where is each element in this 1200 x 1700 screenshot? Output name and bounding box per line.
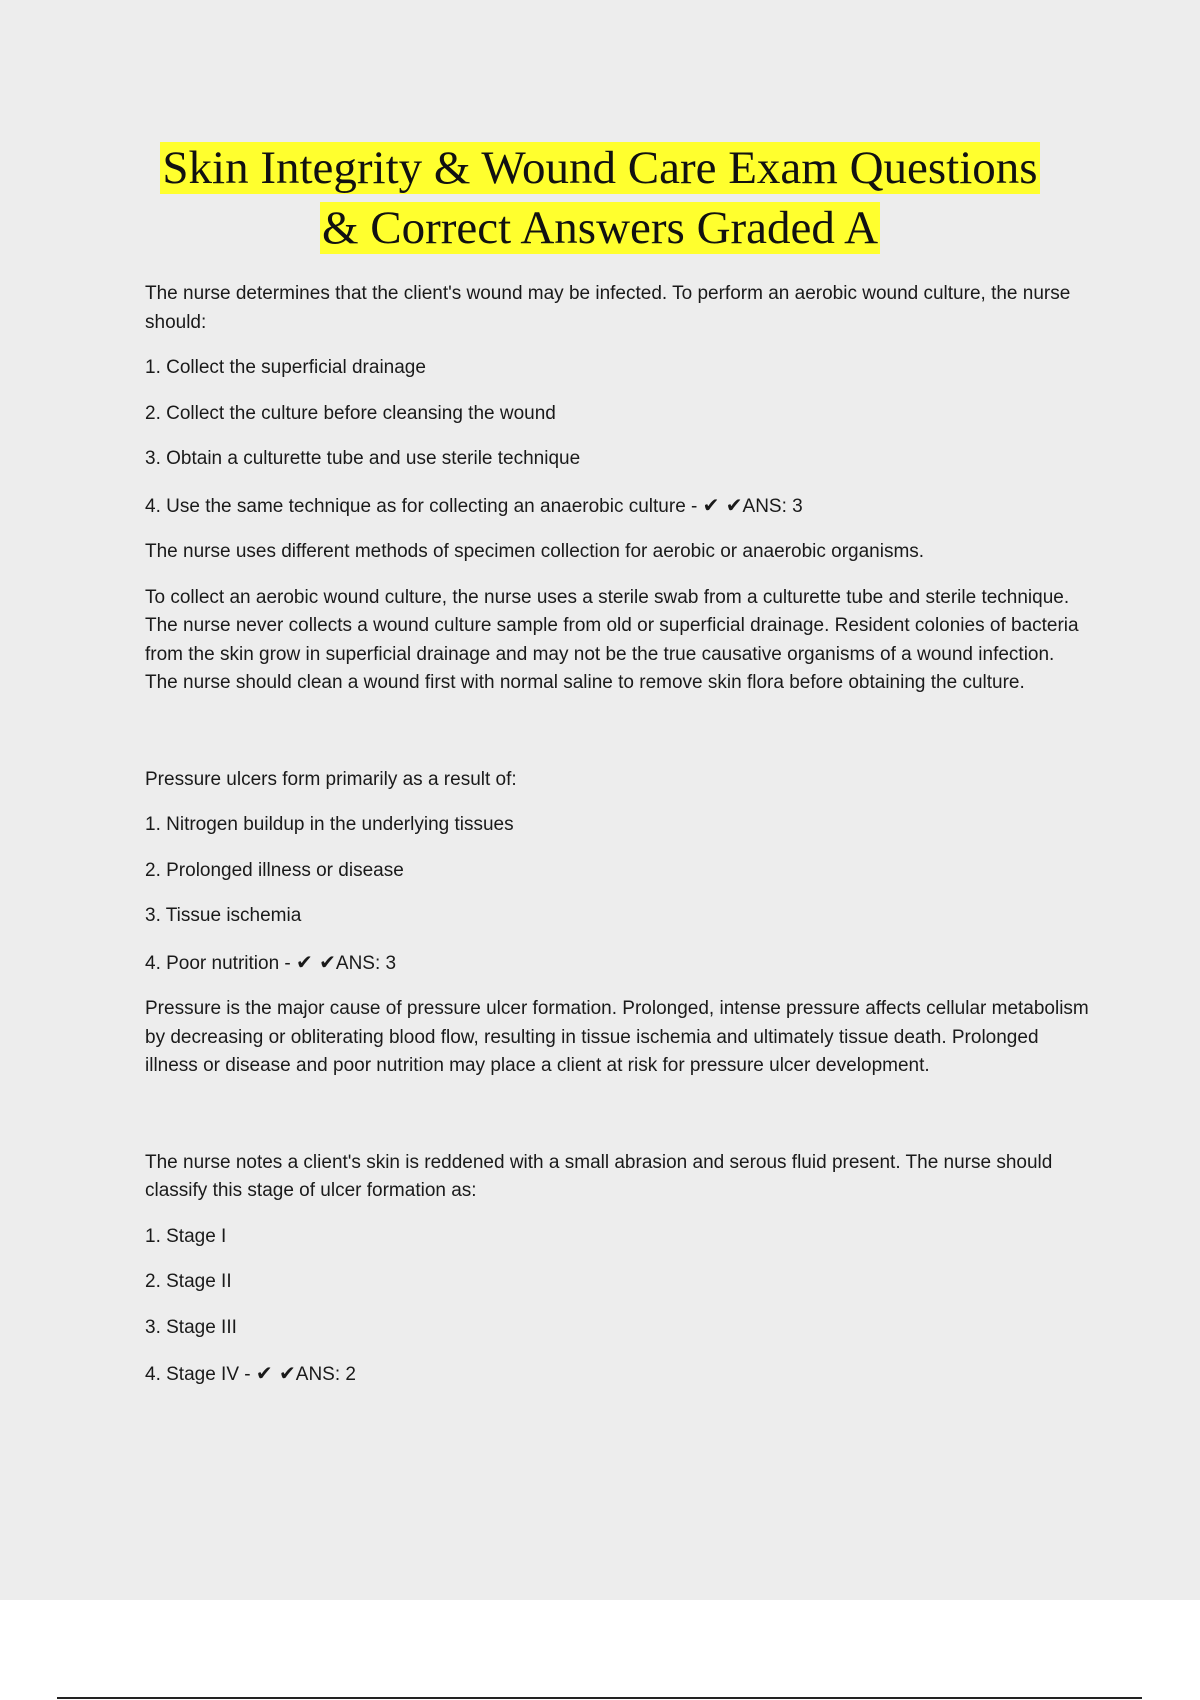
option-4-with-answer	[145, 1359, 1090, 1390]
option-2: 2. Collect the culture before cleansing the wound	[145, 402, 556, 424]
option-4-with-answer	[145, 948, 1090, 979]
check-icon: ✔ ✔	[296, 949, 336, 974]
answer-prefix: ANS:	[295, 1364, 346, 1385]
question-stem: Pressure ulcers form primarily as a result of:	[145, 768, 517, 790]
option-2: 2. Stage II	[145, 1271, 232, 1292]
option-4: 4. Stage IV -	[145, 1364, 251, 1385]
option-4: 4. Use the same technique as for collecting an anaerobic culture -	[145, 495, 698, 517]
question-spacer	[145, 1098, 1090, 1149]
answer-prefix: ANS:	[335, 952, 386, 974]
check-icon: ✔ ✔	[255, 1361, 296, 1385]
question-1	[145, 280, 1090, 698]
answer-value: 2	[345, 1364, 356, 1385]
option-4: 4. Poor nutrition -	[145, 952, 291, 974]
question-spacer	[145, 715, 1090, 766]
document-title	[0, 138, 1200, 258]
title-line-2: & Correct Answers Graded A	[321, 202, 879, 254]
option-4-with-answer	[145, 491, 1090, 522]
option-3: 3. Tissue ischemia	[145, 905, 302, 926]
answer-value: 3	[792, 495, 803, 517]
question-stem: The nurse determines that the client's wound may be infected. To perform an aerobic wound culture, the nurse should:	[145, 283, 1071, 333]
title-line-1: Skin Integrity & Wound Care Exam Questions	[162, 142, 1038, 194]
rationale-paragraph: Pressure is the major cause of pressure ulcer formation. Prolonged, intense pressure affects cellular metabolism by decreasing or obliterating blood flow, resulting in tissue ischemia and ultimately tissue death. Prolonged illness or disease and poor nutrition may place a client at risk for pressure ulcer development.	[145, 998, 1089, 1076]
answer-prefix: ANS:	[742, 495, 793, 517]
answer-value: 3	[385, 952, 397, 974]
question-2	[145, 766, 1090, 1081]
option-2: 2. Prolonged illness or disease	[145, 859, 404, 881]
question-stem: The nurse notes a client's skin is reddened with a small abrasion and serous fluid present. The nurse should classify this stage of ulcer formation as:	[145, 1151, 1053, 1201]
rationale-paragraph: The nurse uses different methods of specimen collection for aerobic or anaerobic organisms.	[145, 541, 925, 562]
option-3: 3. Stage III	[145, 1316, 237, 1338]
question-3	[145, 1149, 1090, 1390]
document-body	[145, 280, 1090, 1407]
option-1: 1. Nitrogen buildup in the underlying tissues	[145, 814, 514, 835]
option-1: 1. Collect the superficial drainage	[145, 357, 426, 378]
option-1: 1. Stage I	[145, 1225, 227, 1247]
rationale-paragraph: To collect an aerobic wound culture, the nurse uses a sterile swab from a culturette tube and sterile technique. The nurse never collects a wound culture sample from old or superficial drainage. Resident colonies of bacteria from the skin grow in superficial drainage and may not be the true causative organisms of a wound infection. The nurse should clean a wound first with normal saline to remove skin flora before obtaining the culture.	[145, 586, 1079, 693]
check-icon: ✔ ✔	[702, 492, 743, 517]
option-3: 3. Obtain a culturette tube and use sterile technique	[145, 448, 581, 469]
footer-rule	[57, 1697, 1142, 1699]
